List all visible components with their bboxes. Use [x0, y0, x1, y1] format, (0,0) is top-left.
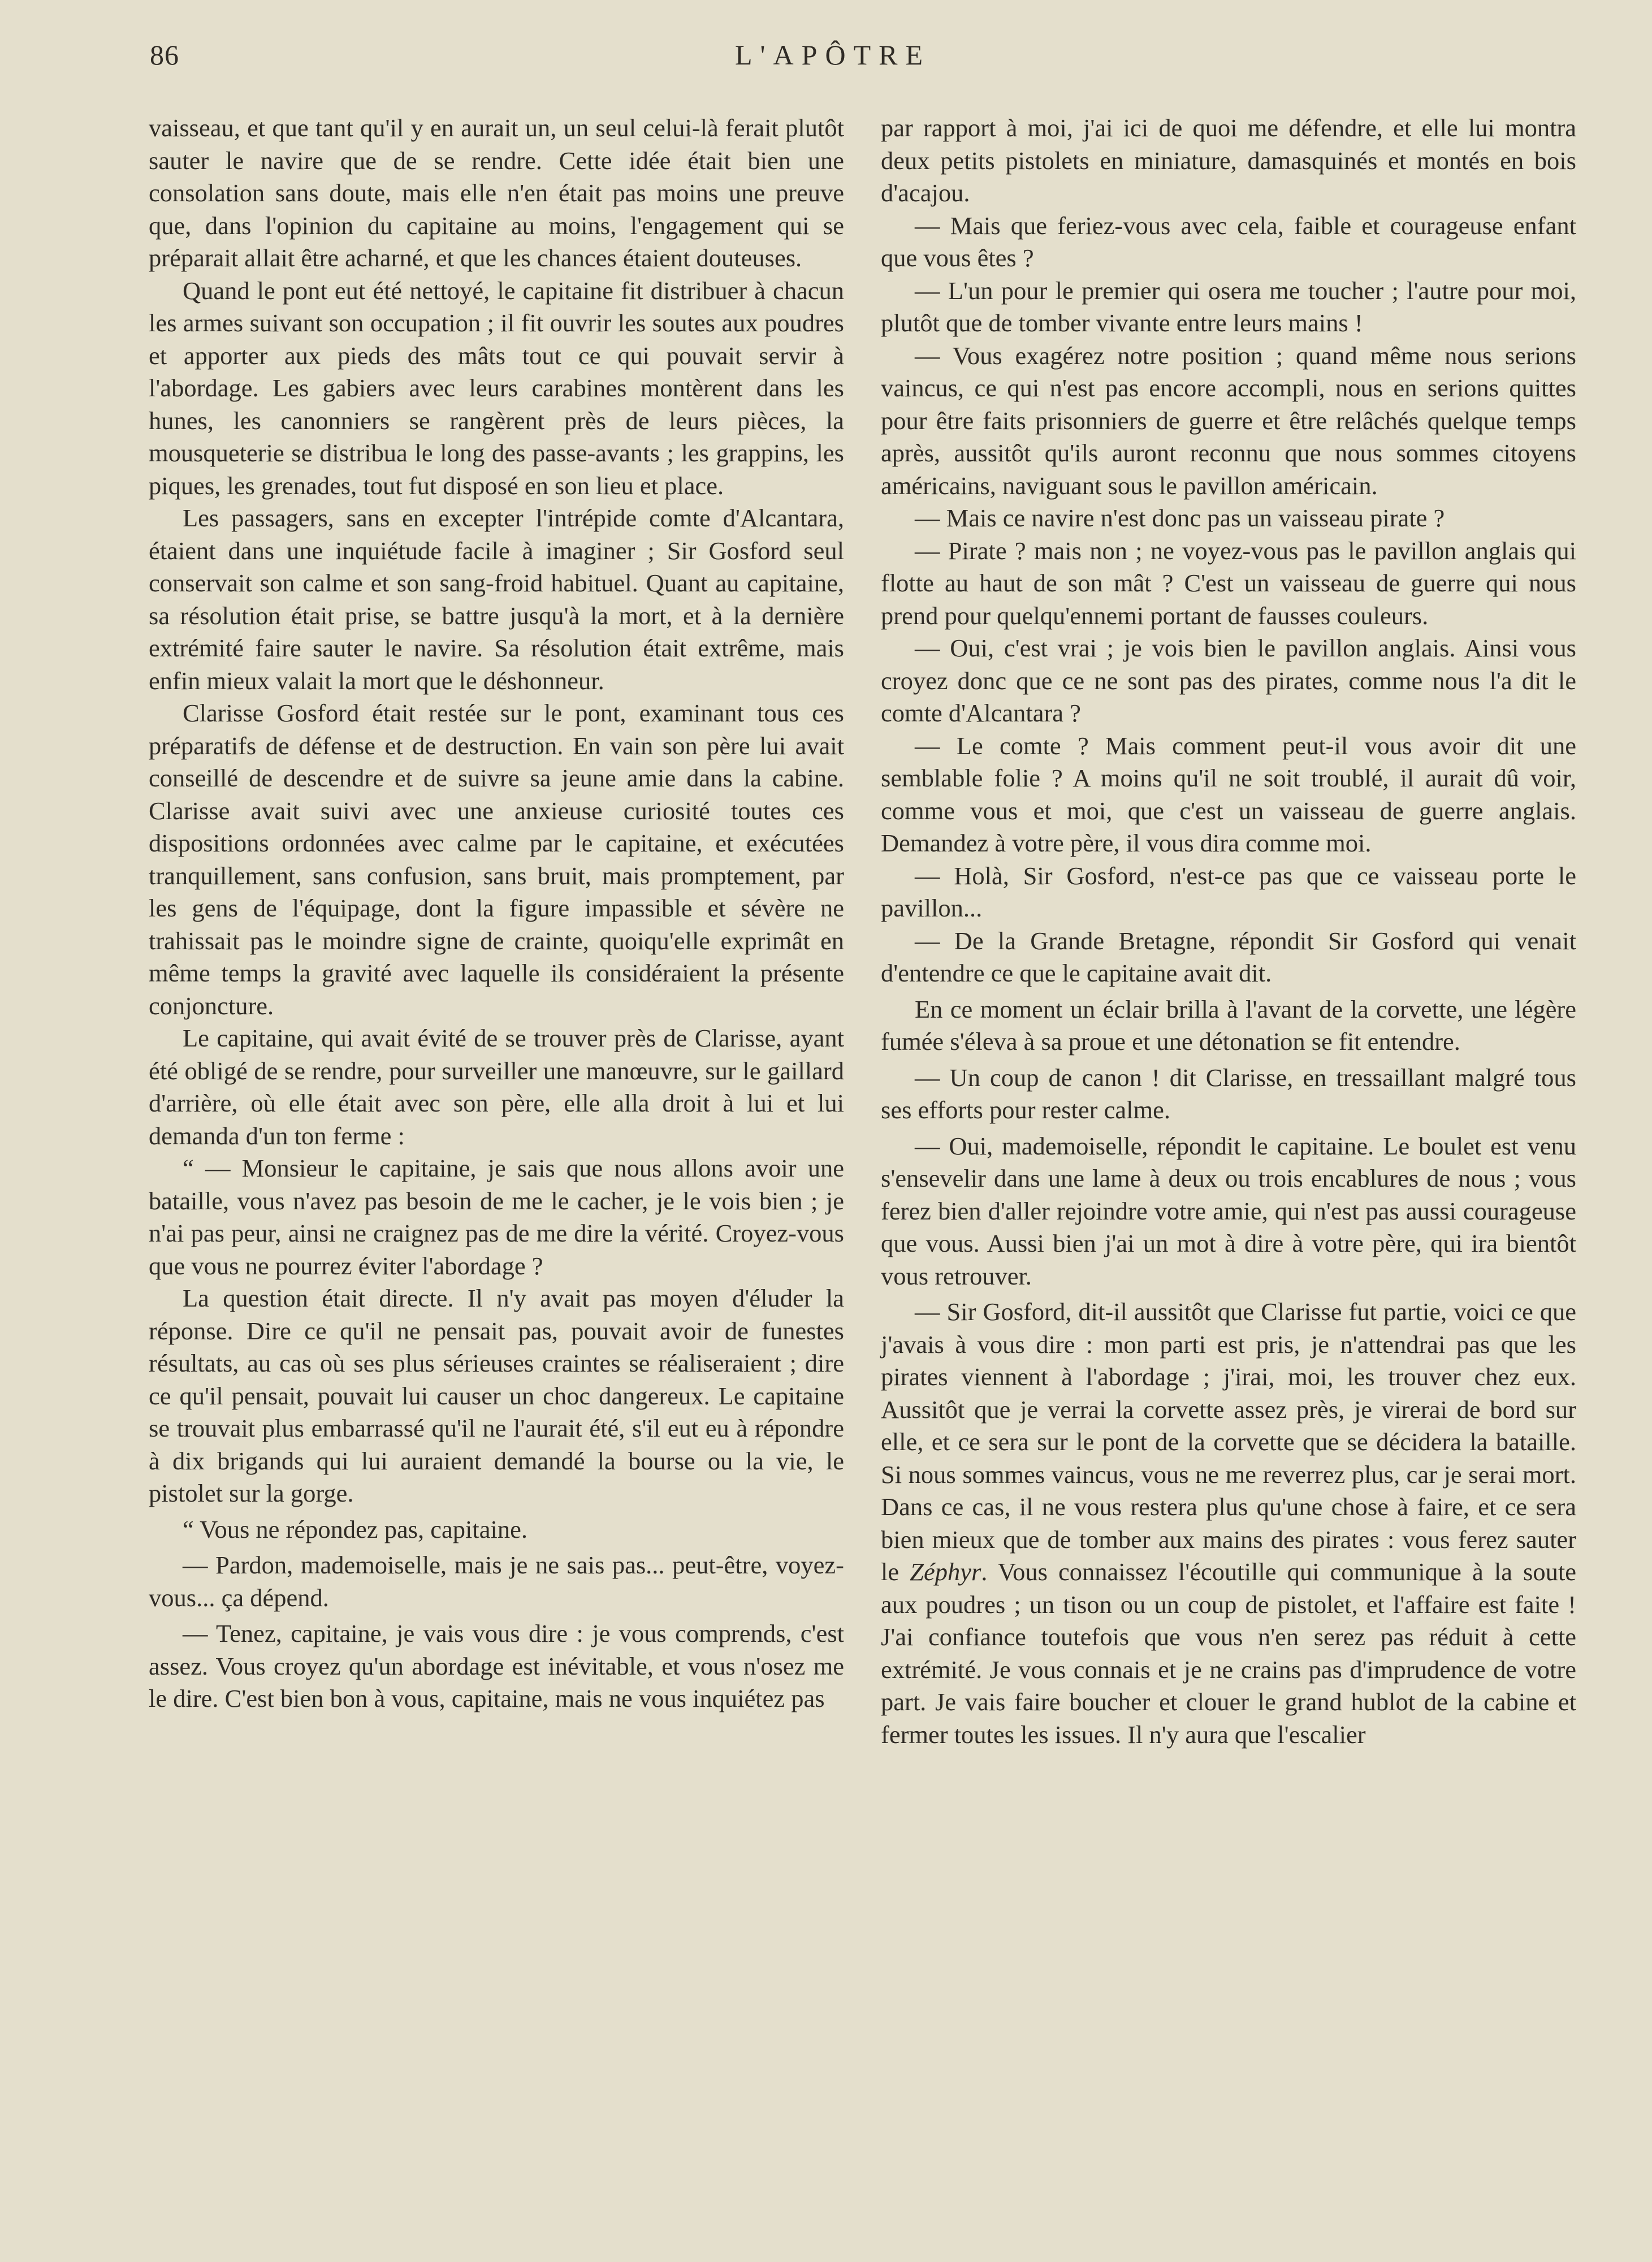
paragraph: — Oui, mademoiselle, répondit le capitaine. Le boulet est venu s'ensevelir dans une lame à deux ou trois encablures de nous ; vous ferez bien d'aller rejoindre votre amie, qui n'est pas aussi courageuse que vous. Aussi bien j'ai un mot à dire à votre père, qui ira bientôt vous retrouver. [881, 1131, 1576, 1290]
page-number: 86 [150, 39, 179, 71]
ship-name: Zéphyr [910, 1558, 981, 1586]
paragraph: — De la Grande Bretagne, répondit Sir Gosford qui venait d'entendre ce que le capitaine avait dit. [881, 926, 1576, 987]
paragraph: “ — Monsieur le capitaine, je sais que nous allons avoir une bataille, vous n'avez pas besoin de me le cacher, je le vois bien ; je n'ai pas peur, ainsi ne craignez pas de me dire la vérité. Croyez-vous que vous ne pourrez éviter l'abordage ? [149, 1154, 844, 1280]
paragraph: — Un coup de canon ! dit Clarisse, en tressaillant malgré tous ses efforts pour rester calme. [881, 1063, 1576, 1124]
paragraph: “ Vous ne répondez pas, capitaine. [183, 1515, 528, 1543]
paragraph: Les passagers, sans en excepter l'intrépide comte d'Alcantara, étaient dans une inquiétude facile à imaginer ; Sir Gosford seul conservait son calme et son sang-froid habituel. Quant au capitaine, sa résolution était prise, se battre jusqu'à la mort, et à la dernière extrémité faire sauter le navire. Sa résolution était extrême, mais enfin mieux valait la mort que le déshonneur. [149, 504, 844, 695]
paragraph: vaisseau, et que tant qu'il y en aurait un, un seul celui-là ferait plutôt sauter le navire que de se rendre. Cette idée était bien une consolation sans doute, mais elle n'en était pas moins une preuve que, dans l'opinion du capitaine au moins, l'engagement qui se préparait allait être acharné, et que les chances étaient douteuses. [149, 114, 844, 272]
paragraph: Le capitaine, qui avait évité de se trouver près de Clarisse, ayant été obligé de se rendre, pour surveiller une manœuvre, sur le gaillard d'arrière, où elle était avec son père, elle alla droit à lui et lui demanda d'un ton ferme : [149, 1024, 844, 1150]
paragraph: — Vous exagérez notre position ; quand même nous serions vaincus, ce qui n'est pas encore accompli, nous en serions quittes pour être faits prisonniers de guerre et être relâchés quelque temps après, aussitôt qu'ils auront reconnu que nous sommes citoyens américains, naviguant sous le pavillon américain. [881, 341, 1576, 500]
paragraph: — Pardon, mademoiselle, mais je ne sais pas... peut-être, voyez-vous... ça dépend. [149, 1551, 844, 1612]
paragraph-with-ship-name [881, 1296, 1576, 1751]
paragraph: — L'un pour le premier qui osera me toucher ; l'autre pour moi, plutôt que de tomber vivante entre leurs mains ! [881, 276, 1576, 337]
paragraph: Quand le pont eut été nettoyé, le capitaine fit distribuer à chacun les armes suivant son occupation ; il fit ouvrir les soutes aux poudres et apporter aux pieds des mâts tout ce qui pouvait servir à l'abordage. Les gabiers avec leurs carabines montèrent dans les hunes, les canonniers se rangèrent près de leurs pièces, la mousqueterie se distribua le long des passe-avants ; les grappins, les piques, les grenades, tout fut disposé en son lieu et place. [149, 276, 844, 500]
paragraph: — Tenez, capitaine, je vais vous dire : je vous comprends, c'est assez. Vous croyez qu'un abordage est inévitable, et vous n'osez me le dire. C'est bien bon à vous, capitaine, mais ne vous inquiétez pas [149, 1619, 844, 1712]
paragraph: En ce moment un éclair brilla à l'avant de la corvette, une légère fumée s'éleva à sa proue et une détonation se fit entendre. [881, 994, 1576, 1056]
paragraph: — Pirate ? mais non ; ne voyez-vous pas le pavillon anglais qui flotte au haut de son mât ? C'est un vaisseau de guerre qui nous prend pour quelqu'ennemi portant de fausses couleurs. [881, 536, 1576, 630]
right-column [881, 112, 1576, 1751]
running-title: L'APÔTRE [735, 39, 931, 71]
paragraph-text: . Vous connaissez l'écoutille qui communique à la soute aux poudres ; un tison ou un coup de pistolet, et l'affaire est faite ! J'ai confiance toutefois que vous n'en serez pas réduit à cette extrémité. Je vous connais et je ne crains pas d'imprudence de votre part. Je vais faire boucher et clouer le grand hublot de la cabine et fermer toutes les issues. Il n'y aura que l'escalier [881, 1558, 1576, 1749]
left-column [149, 112, 844, 1715]
paragraph: — Oui, c'est vrai ; je vois bien le pavillon anglais. Ainsi vous croyez donc que ce ne sont pas des pirates, comme nous l'a dit le comte d'Alcantara ? [881, 634, 1576, 727]
paragraph: — Le comte ? Mais comment peut-il vous avoir dit une semblable folie ? A moins qu'il ne soit troublé, il aurait dû voir, comme vous et moi, que c'est un vaisseau de guerre anglais. Demandez à votre père, il vous dira comme moi. [881, 731, 1576, 857]
paragraph: par rapport à moi, j'ai ici de quoi me défendre, et elle lui montra deux petits pistolets en miniature, damasquinés et montés en bois d'acajou. [881, 114, 1576, 207]
paragraph: La question était directe. Il n'y avait pas moyen d'éluder la réponse. Dire ce qu'il ne pensait pas, pouvait avoir de funestes résultats, au cas où ses plus sérieuses craintes se réaliseraient ; dire ce qu'il pensait, pouvait lui causer un choc dangereux. Le capitaine se trouvait plus embarrassé qu'il ne l'aurait été, s'il eut eu à répondre à dix brigands qui lui auraient demandé la bourse ou la vie, le pistolet sur la gorge. [149, 1284, 844, 1507]
paragraph: — Holà, Sir Gosford, n'est-ce pas que ce vaisseau porte le pavillon... [881, 861, 1576, 922]
paragraph: — Mais ce navire n'est donc pas un vaisseau pirate ? [915, 504, 1445, 532]
paragraph-text: — Sir Gosford, dit-il aussitôt que Clarisse fut partie, voici ce que j'avais à vous dire : mon parti est pris, je n'attendrai pas que les pirates viennent à l'abordage ; j'irai, moi, les trouver chez eux. Aussitôt que je verrai la corvette assez près, je virerai de bord sur elle, et ce sera sur le pont de la corvette que se décidera la bataille. Si nous sommes vaincus, vous ne me reverrez plus, car je serai mort. Dans ce cas, il ne vous restera plus qu'une chose à faire, et ce sera bien mieux que de tomber aux mains des pirates : vous ferez sauter le [881, 1297, 1576, 1586]
paragraph: Clarisse Gosford était restée sur le pont, examinant tous ces préparatifs de défense et de destruction. En vain son père lui avait conseillé de descendre et de suivre sa jeune amie dans la cabine. Clarisse avait suivi avec une anxieuse curiosité toutes ces dispositions ordonnées avec calme par le capitaine, et exécutées tranquillement, sans confusion, sans bruit, mais promptement, par les gens de l'équipage, dont la figure impassible et sévère ne trahissait pas le moindre signe de crainte, quoiqu'elle exprimât en même temps la gravité avec laquelle ils considéraient la présente conjoncture. [149, 699, 844, 1020]
paragraph: — Mais que feriez-vous avec cela, faible et courageuse enfant que vous êtes ? [881, 211, 1576, 272]
